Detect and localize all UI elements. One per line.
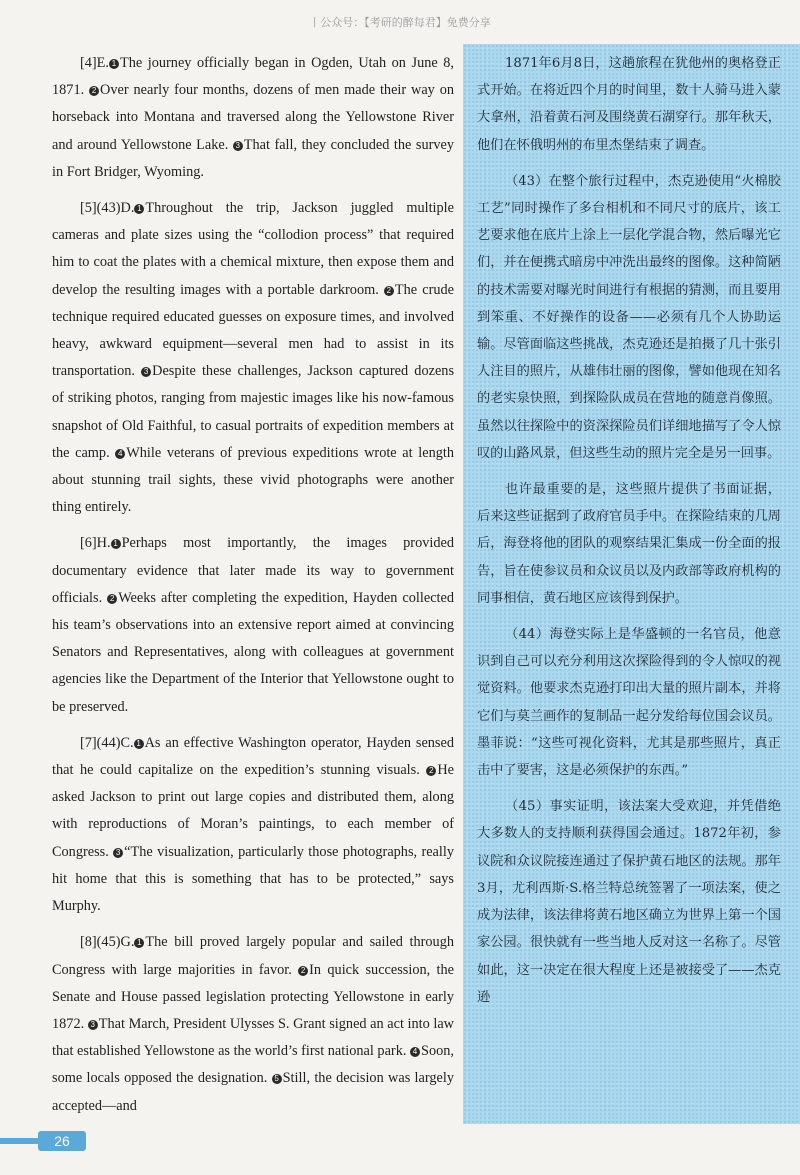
- sentence-text: As an effective Washington operator, Hayden sensed that he could capitalize on the expedition’s stunning visuals.: [52, 734, 454, 779]
- sentence-text: Throughout the trip, Jackson juggled multiple cameras and plate sizes using the “collodion process” that required him to coat the plates with a chemical mixture, then expose them and develop the resulting images with a portable darkroom.: [52, 200, 454, 298]
- translation-paragraph-3: 也许最重要的是，这些照片提供了书面证据，后来这些证据到了政府官员手中。在探险结束的几周后，海登将他的团队的观察结果汇集成一份全面的报告，旨在使参议员和众议员以及内政部等政府机构的同事相信，黄石地区应该得到保护。: [477, 482, 781, 606]
- sentence-text: Despite these challenges, Jackson captured dozens of striking photos, ranging from majestic images like his now-famous snapshot of Old Faithful, to casual portraits of expedition members at the camp.: [52, 363, 455, 461]
- sentence-text: In quick succession, the Senate and House passed legislation protecting Yellowstone in early 1872.: [52, 961, 454, 1032]
- english-paragraph-5: [52, 929, 454, 1119]
- sentence-number-badge: 1: [134, 938, 144, 948]
- sentence-number-badge: 2: [298, 966, 308, 976]
- paragraph-label: [8](45)G.: [80, 934, 135, 951]
- paragraph-label: [6]H.: [80, 535, 111, 552]
- translation-paragraph-5: （45）事实证明，该法案大受欢迎，并凭借绝大多数人的支持顺利获得国会通过。1872年初，参议院和众议院接连通过了保护黄石地区的法规。那年3月，尤利西斯·S.格兰特总统签署了一项法案，使之成为法律，该法律将黄石地区确立为世界上第一个国家公园。很快就有一些当地人反对这一名称了。尽管如此，这一决定在很大程度上还是被接受了——杰克逊: [477, 799, 781, 1005]
- translation-paragraph-2: （43）在整个旅行过程中，杰克逊使用“火棉胶工艺”同时操作了多台相机和不同尺寸的底片，该工艺要求他在底片上涂上一层化学混合物，然后曝光它们，并在便携式暗房中冲洗出最终的图像。这种简陋的技术需要对曝光时间进行有根据的猜测，而且要用到笨重、不好操作的设备——必须有几个人协助运输。尽管面临这些挑战，杰克逊还是拍摄了几十张引人注目的照片，从雄伟壮丽的图像，譬如他现在知名的老实泉快照，到探险队成员在营地的随意肖像照。虽然以往探险中的资深探险员们详细地描写了令人惊叹的山路风景，但这些生动的照片完全是另一回事。: [477, 173, 781, 461]
- paragraph-label: [4]E.: [80, 55, 109, 71]
- sentence-text: Perhaps most importantly, the images provided documentary evidence that later made its way to government officials.: [52, 535, 454, 606]
- sentence-number-badge: 3: [88, 1020, 98, 1030]
- sentence-number-badge: 4: [410, 1047, 420, 1057]
- sentence-text: “The visualization, particularly those photographs, really hit home that this is something that has to be protected,” says Murphy.: [52, 843, 454, 915]
- english-paragraph-4: [52, 730, 454, 920]
- sentence-text: The bill proved largely popular and sailed through Congress with large majorities in favor.: [52, 934, 454, 978]
- sentence-number-badge: 3: [233, 141, 243, 151]
- translation-text: [477, 50, 781, 1020]
- sentence-number-badge: 1: [134, 739, 144, 749]
- sentence-number-badge: 1: [109, 59, 119, 69]
- sentence-number-badge: 2: [384, 286, 394, 296]
- sentence-number-badge: 4: [115, 449, 125, 459]
- paragraph-label: [5](43)D.: [80, 200, 135, 217]
- sentence-number-badge: 2: [89, 86, 99, 96]
- watermark-header: 丨公众号：【考研的醉每君】免费分享: [309, 16, 491, 29]
- page-number-tab: [0, 1138, 38, 1144]
- sentence-text: That March, President Ulysses S. Grant signed an act into law that established Yellowstone as the world’s first national park.: [52, 1015, 455, 1060]
- sentence-text: Weeks after completing the expedition, Hayden collected his team’s observations into an extensive report aimed at convincing Senators and Representatives, along with colleagues at government agencies like the Department of the Interior that Yellowstone ought to be preserved.: [52, 589, 455, 715]
- english-paragraph-1: [52, 50, 454, 186]
- english-paragraph-2: [52, 195, 454, 521]
- sentence-number-badge: 3: [141, 367, 151, 377]
- sentence-number-badge: 2: [426, 766, 436, 776]
- sentence-text: He asked Jackson to print out large copies and distributed them, along with reproductions of Moran’s paintings, to each member of Congress.: [52, 762, 454, 860]
- english-paragraph-3: [52, 530, 454, 720]
- sentence-number-badge: 5: [272, 1074, 282, 1084]
- translation-panel: [463, 44, 800, 1124]
- english-column: [52, 50, 454, 1129]
- translation-paragraph-4: （44）海登实际上是华盛顿的一名官员，他意识到自己可以充分利用这次探险得到的令人惊叹的视觉资料。他要求杰克逊打印出大量的照片副本，并将它们与莫兰画作的复制品一起分发给每位国会议员。墨菲说：“这些可视化资料，尤其是那些照片，真正击中了要害，这是必须保护的东西。”: [477, 627, 781, 779]
- sentence-number-badge: 1: [134, 204, 144, 214]
- paragraph-label: [7](44)C.: [80, 734, 134, 751]
- sentence-text: Still, the decision was largely accepted—and: [52, 1070, 454, 1114]
- sentence-number-badge: 1: [111, 539, 121, 549]
- translation-paragraph-1: 1871年6月8日，这趟旅程在犹他州的奥格登正式开始。在将近四个月的时间里，数十人骑马进入蒙大拿州，沿着黄石河及围绕黄石湖穿行。那年秋天，他们在怀俄明州的布里杰堡结束了调查。: [477, 56, 781, 153]
- sentence-number-badge: 2: [107, 594, 117, 604]
- sentence-text: Soon, some locals opposed the designation.: [52, 1043, 454, 1087]
- page-number: 26: [38, 1131, 86, 1151]
- sentence-text: That fall, they concluded the survey in Fort Bridger, Wyoming.: [52, 136, 454, 180]
- sentence-number-badge: 3: [113, 848, 123, 858]
- sentence-text: The crude technique required educated guesses on exposure times, and involved heavy, awkward equipment—several men had to assist in its transportation.: [52, 281, 454, 380]
- sentence-text: The journey officially began in Ogden, Utah on June 8, 1871.: [52, 55, 454, 99]
- sentence-text: Over nearly four months, dozens of men made their way on horseback into Montana and traversed along the Yellowstone River and around Yellowstone Lake.: [52, 82, 454, 153]
- sentence-text: While veterans of previous expeditions wrote at length about stunning trail sights, these vivid photographs were another thing entirely.: [52, 444, 454, 516]
